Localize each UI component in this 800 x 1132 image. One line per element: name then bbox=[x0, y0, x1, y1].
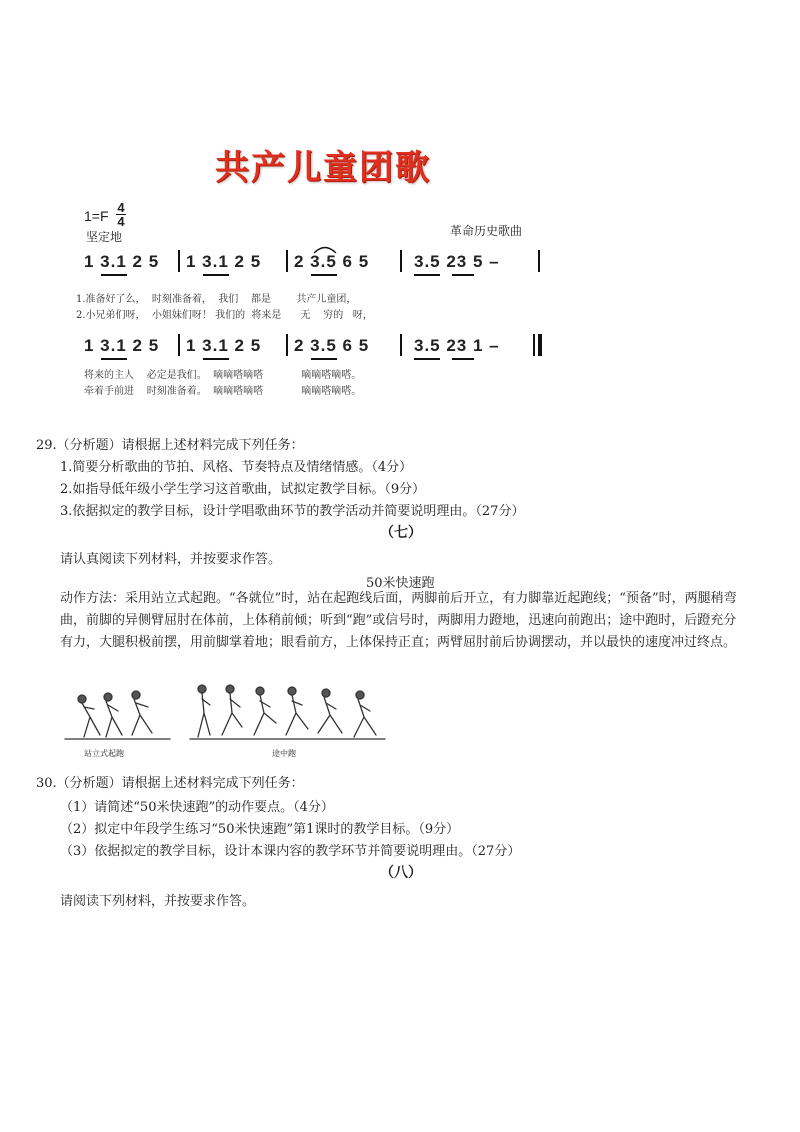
q30-heading: 30.（分析题）请根据上述材料完成下列任务： bbox=[36, 776, 304, 791]
barline bbox=[286, 334, 288, 356]
measure-1-4: 3.5 23 5 – bbox=[414, 252, 500, 271]
section-8-intro: 请阅读下列材料，并按要求作答。 bbox=[60, 894, 256, 909]
song-title: 共产儿童团歌 bbox=[215, 148, 431, 188]
song-genre: 革命历史歌曲 bbox=[450, 224, 523, 238]
q29-task-2: 2.如指导低年级小学生学习这首歌曲，试拟定教学目标。（9分） bbox=[60, 482, 426, 497]
beat-underline bbox=[101, 358, 127, 360]
material-title: 50米快速跑 bbox=[366, 576, 435, 591]
beat-underline bbox=[311, 274, 337, 276]
q29-heading: 29.（分析题）请根据上述材料完成下列任务： bbox=[36, 438, 304, 453]
section-7-label: （七） bbox=[380, 525, 422, 541]
barline bbox=[286, 250, 288, 272]
final-barline-thin bbox=[533, 334, 535, 356]
lyrics-line-2a: 将来的主人 必定是我们。 嘀嘀嗒嘀嗒 嘀嘀嗒嘀嗒。 bbox=[84, 370, 362, 381]
caption-standing-start: 站立式起跑 bbox=[84, 749, 124, 758]
q29-task-1: 1.简要分析歌曲的节拍、风格、节奏特点及情绪情感。（4分） bbox=[60, 460, 413, 475]
measure-2-3: 2 3.5 6 5 bbox=[294, 336, 370, 355]
beat-underline bbox=[203, 274, 229, 276]
time-bottom: 4 bbox=[117, 214, 125, 229]
measure-2-4: 3.5 23 1 – bbox=[414, 336, 500, 355]
lyrics-line-2b: 牵着手前进 时刻准备着。 嘀嘀嗒嘀嗒 嘀嘀嗒嘀嗒。 bbox=[84, 386, 362, 397]
beat-underline bbox=[452, 358, 474, 360]
section-8-label: （八） bbox=[380, 865, 422, 881]
q30-task-3: （3）依据拟定的教学目标，设计本课内容的教学环节并简要说明理由。（27分） bbox=[60, 844, 521, 859]
q29-task-3: 3.依据拟定的教学目标，设计学唱歌曲环节的教学活动并简要说明理由。（27分） bbox=[60, 504, 525, 519]
barline bbox=[400, 334, 402, 356]
q30-task-2: （2）拟定中年段学生练习“50米快速跑”第1课时的教学目标。（9分） bbox=[60, 822, 460, 837]
caption-mid-run: 途中跑 bbox=[272, 749, 296, 758]
q30-task-1: （1）请简述“50米快速跑”的动作要点。（4分） bbox=[60, 800, 334, 815]
measure-2-1: 1 3.1 2 5 bbox=[84, 336, 160, 355]
measure-1-3: 2 3.5 6 5 bbox=[294, 252, 370, 271]
beat-underline bbox=[101, 274, 127, 276]
section-7-intro: 请认真阅读下列材料，并按要求作答。 bbox=[60, 552, 282, 567]
barline bbox=[178, 334, 180, 356]
tie-arc bbox=[312, 244, 338, 254]
beat-underline bbox=[414, 358, 440, 360]
beat-underline bbox=[452, 274, 474, 276]
lyrics-line-1a: 1.准备好了么， 时刻准备着， 我们 都是 共产儿童团， bbox=[76, 294, 357, 305]
measure-1-1: 1 3.1 2 5 bbox=[84, 252, 160, 271]
measure-1-2: 1 3.1 2 5 bbox=[186, 252, 262, 271]
time-signature bbox=[116, 201, 126, 228]
time-top: 4 bbox=[117, 200, 125, 215]
measure-2-2: 1 3.1 2 5 bbox=[186, 336, 262, 355]
barline bbox=[178, 250, 180, 272]
key-signature: 1=F bbox=[84, 208, 109, 224]
beat-underline bbox=[414, 274, 440, 276]
barline bbox=[400, 250, 402, 272]
beat-underline bbox=[311, 358, 337, 360]
beat-underline bbox=[203, 358, 229, 360]
material-body: 动作方法：采用站立式起跑。“各就位”时，站在起跑线后面，两脚前后开立，有力脚靠近起跑线；“预备”时，两腿稍弯曲，前脚的异侧臂屈肘在体前，上体稍前倾；听到“跑”或信号时，两脚用力蹬地，迅速向前跑出；途中跑时，后蹬充分有力，大腿积极前摆，用前脚掌着地；眼看前方，上体保持正直；两臂屈肘前后协调摆动，并以最快的速度冲过终点。 bbox=[60, 591, 737, 650]
final-barline-thick bbox=[538, 334, 542, 356]
running-illustration bbox=[60, 677, 390, 747]
barline bbox=[538, 250, 540, 272]
lyrics-line-1b: 2.小兄弟们呀， 小姐妹们呀！ 我们的 将来是 无 穷的 呀， bbox=[76, 310, 373, 321]
tempo-marking: 坚定地 bbox=[86, 230, 123, 244]
